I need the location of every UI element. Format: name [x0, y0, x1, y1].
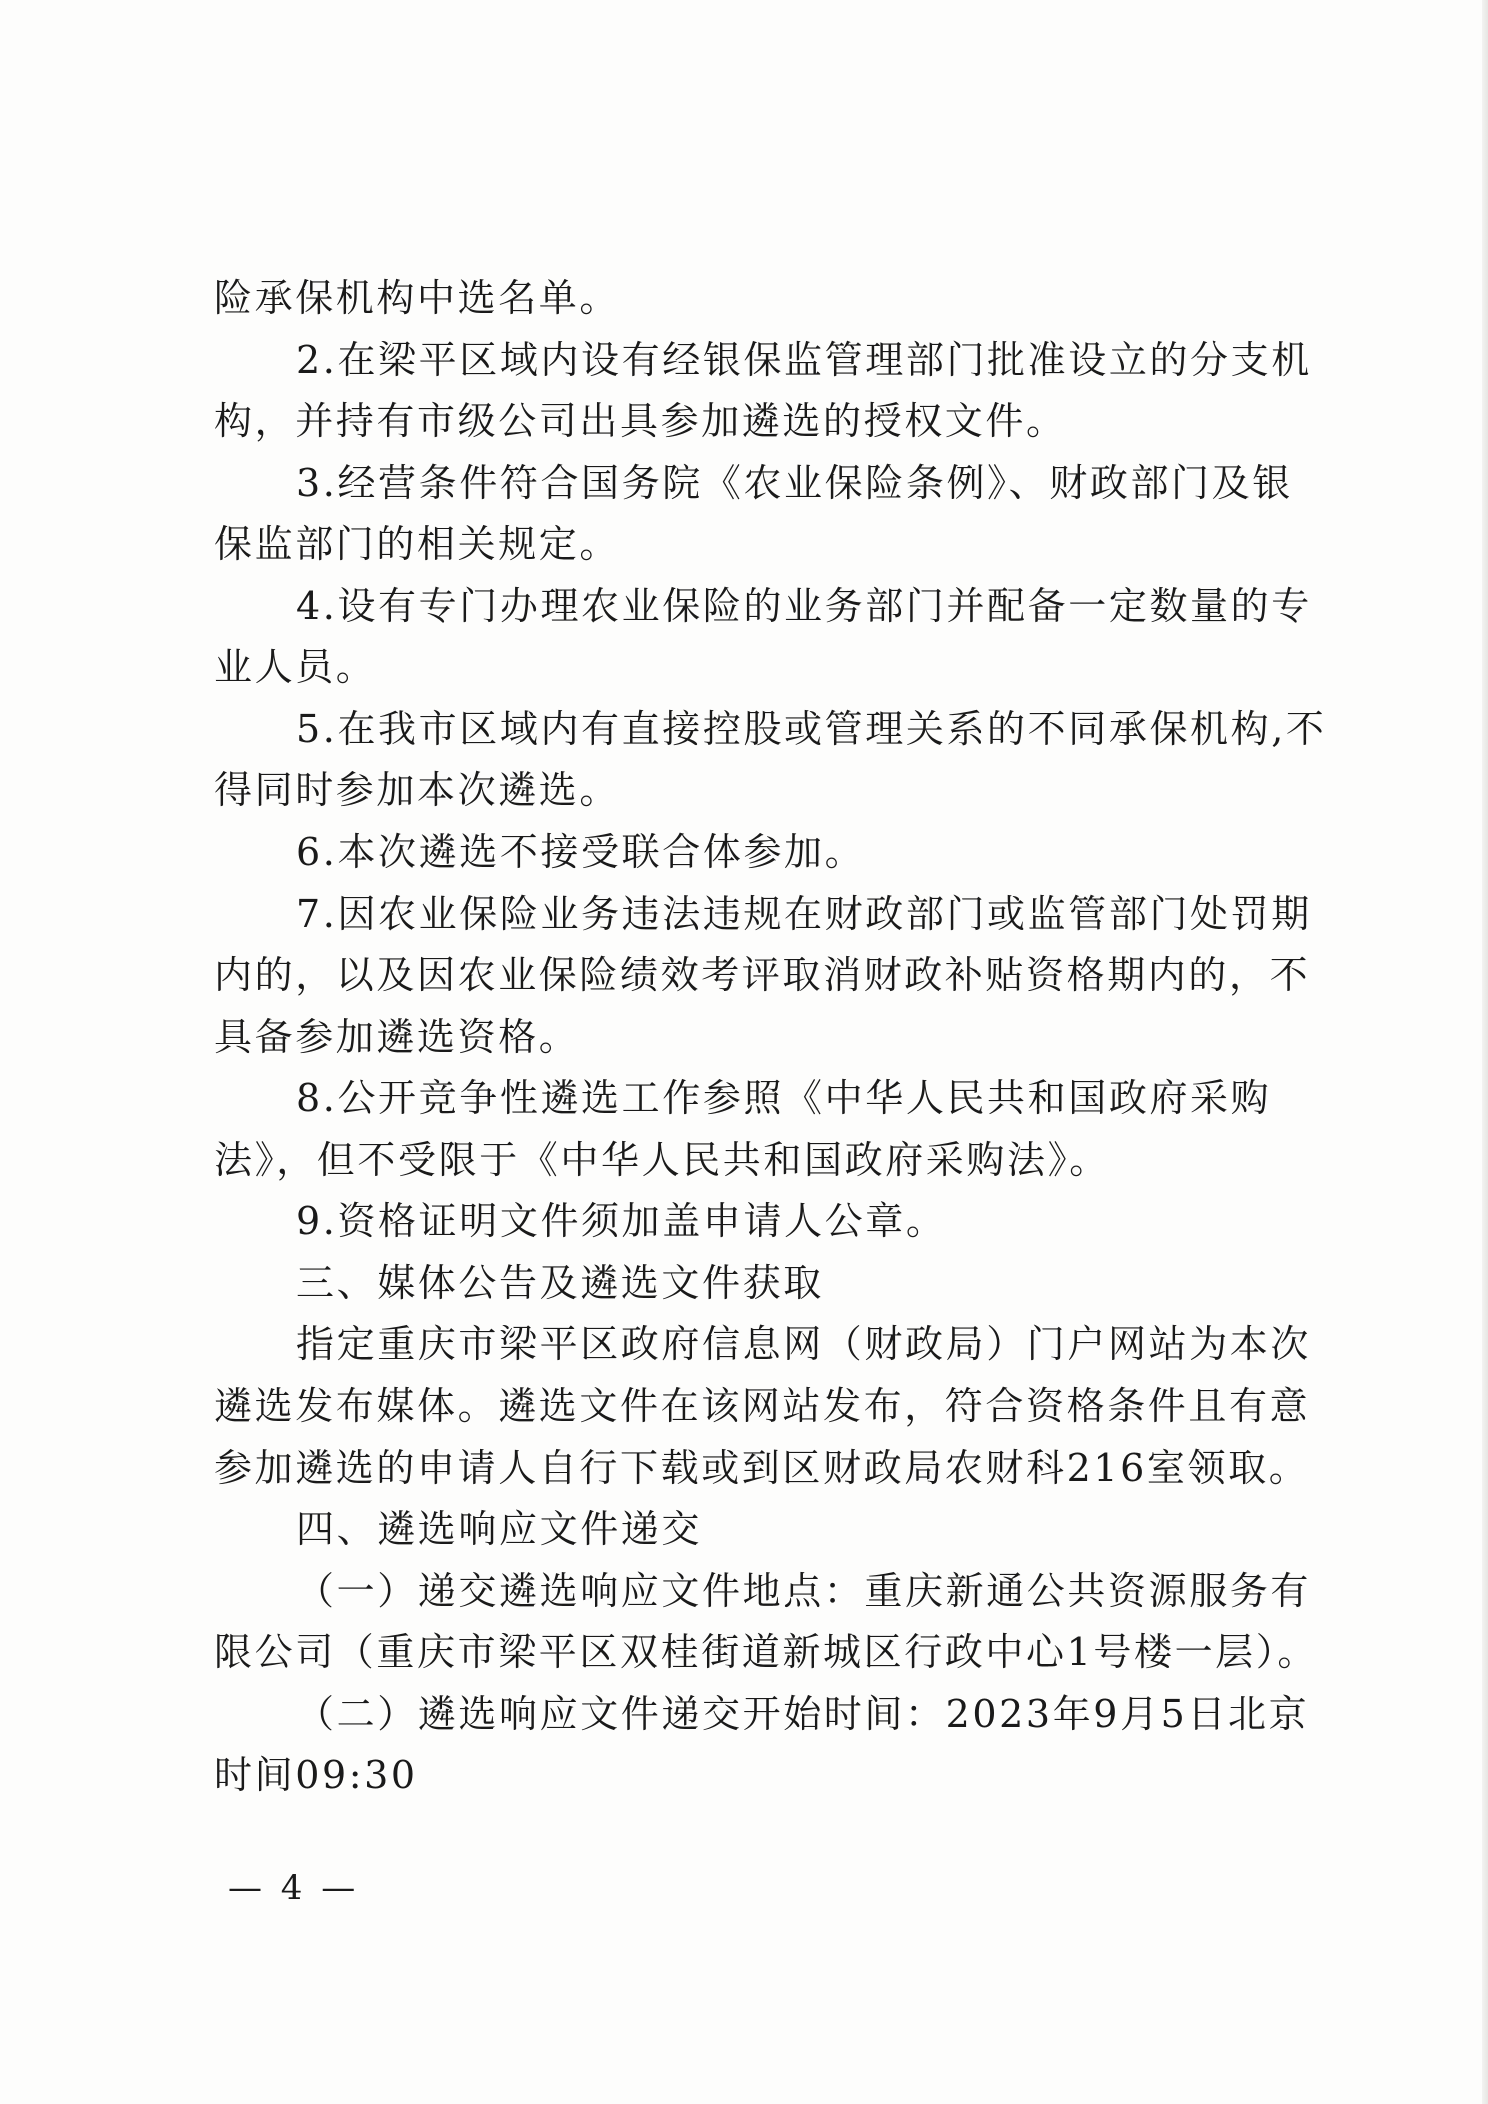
text-line-13: 具备参加遴选资格。	[214, 1015, 580, 1059]
text-line-2: 2.在梁平区域内设有经银保监管理部门批准设立的分支机	[296, 338, 1312, 382]
section-heading-3: 三、媒体公告及遴选文件获取	[296, 1261, 824, 1305]
text-line-7: 业人员。	[214, 645, 377, 689]
text-line-22: （一）递交遴选响应文件地点：重庆新通公共资源服务有	[296, 1569, 1312, 1613]
text-line-10: 6.本次遴选不接受联合体参加。	[296, 830, 866, 874]
text-line-24: （二）遴选响应文件递交开始时间：2023年9月5日北京	[296, 1692, 1310, 1736]
text-line-20: 参加遴选的申请人自行下载或到区财政局农财科216室领取。	[214, 1446, 1310, 1490]
scan-edge	[1482, 0, 1488, 2104]
text-line-15: 法》，但不受限于《中华人民共和国政府采购法》。	[214, 1138, 1110, 1182]
text-line-1: 险承保机构中选名单。	[214, 276, 621, 320]
text-line-25: 时间09:30	[214, 1753, 418, 1797]
section-heading-4: 四、遴选响应文件递交	[296, 1507, 703, 1551]
text-line-9: 得同时参加本次遴选。	[214, 768, 621, 812]
text-line-5: 保监部门的相关规定。	[214, 522, 621, 566]
text-line-4: 3.经营条件符合国务院《农业保险条例》、财政部门及银	[296, 461, 1293, 505]
text-line-3: 构，并持有市级公司出具参加遴选的授权文件。	[214, 399, 1067, 443]
text-line-11: 7.因农业保险业务违法违规在财政部门或监管部门处罚期	[296, 892, 1312, 936]
page-number: — 4 —	[228, 1868, 360, 1908]
text-line-23: 限公司（重庆市梁平区双桂街道新城区行政中心1号楼一层）。	[214, 1630, 1318, 1674]
text-line-12: 内的，以及因农业保险绩效考评取消财政补贴资格期内的，不	[214, 953, 1311, 997]
text-line-16: 9.资格证明文件须加盖申请人公章。	[296, 1199, 947, 1243]
text-line-8: 5.在我市区域内有直接控股或管理关系的不同承保机构,不	[296, 707, 1327, 751]
text-line-14: 8.公开竞争性遴选工作参照《中华人民共和国政府采购	[296, 1076, 1272, 1120]
text-line-19: 遴选发布媒体。遴选文件在该网站发布，符合资格条件且有意	[214, 1384, 1311, 1428]
text-line-18: 指定重庆市梁平区政府信息网（财政局）门户网站为本次	[296, 1322, 1312, 1366]
text-line-6: 4.设有专门办理农业保险的业务部门并配备一定数量的专	[296, 584, 1312, 628]
